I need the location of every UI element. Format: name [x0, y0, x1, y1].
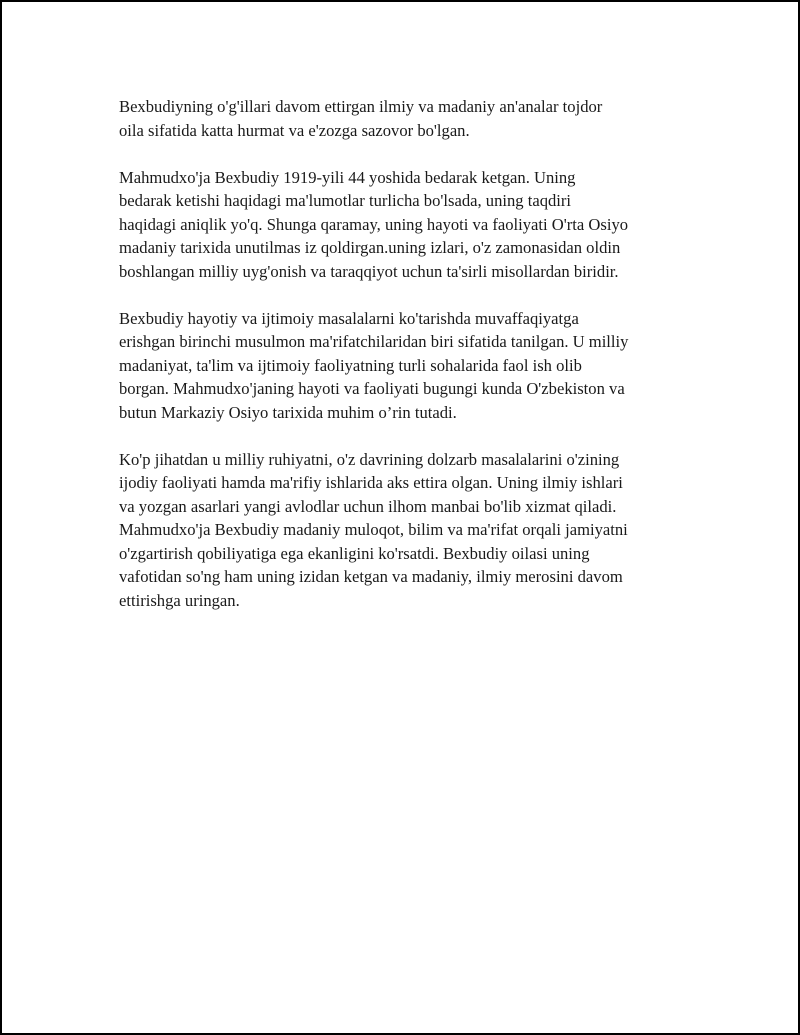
text-line: madaniyat, ta'lim va ijtimoiy faoliyatning turli sohalarida faol ish olib: [119, 355, 582, 375]
text-line: butun Markaziy Osiyo tarixida muhim o’rin tutadi.: [119, 402, 457, 422]
text-line: Ko'p jihatdan u milliy ruhiyatni, o'z davrining dolzarb masalalarini o'zining: [119, 449, 620, 469]
text-line: Mahmudxo'ja Bexbudiy madaniy muloqot, bilim va ma'rifat orqali jamiyatni: [119, 520, 628, 539]
text-line: Bexbudiy hayotiy va ijtimoiy masalalarni ko'tarishda muvaffaqiyatga: [119, 308, 579, 328]
text-line: haqidagi aniqlik yo'q. Shunga qaramay, uning hayoti va faoliyati O'rta Osiyo: [119, 214, 629, 234]
paragraph-3: [119, 307, 699, 425]
text-line: Mahmudxo'ja Bexbudiy 1919-yili 44 yoshida bedarak ketgan. Uning: [119, 167, 576, 187]
paragraph-2: [119, 166, 699, 284]
document-body: [119, 95, 699, 636]
text-line: ijodiy faoliyati hamda ma'rifiy ishlarida aks ettira olgan. Uning ilmiy ishlari: [119, 473, 623, 492]
text-line: borgan. Mahmudxo'janing hayoti va faoliyati bugungi kunda O'zbekiston va: [119, 379, 625, 398]
paragraph-1: [119, 95, 699, 142]
text-line: va yozgan asarlari yangi avlodlar uchun ilhom manbai bo'lib xizmat qiladi.: [119, 496, 617, 516]
text-line: erishgan birinchi musulmon ma'rifatchilaridan biri sifatida tanilgan. U milliy: [119, 332, 629, 351]
text-line: vafotidan so'ng ham uning izidan ketgan va madaniy, ilmiy merosini davom: [119, 567, 623, 586]
text-line: oila sifatida katta hurmat va e'zozga sazovor bo'lgan.: [119, 120, 470, 140]
text-line: madaniy tarixida unutilmas iz qoldirgan.uning izlari, o'z zamonasidan oldin: [119, 238, 621, 257]
text-line: boshlangan milliy uyg'onish va taraqqiyot uchun ta'sirli misollardan biridir.: [119, 261, 619, 281]
text-line: ettirishga uringan.: [119, 590, 240, 610]
text-line: Bexbudiyning o'g'illari davom ettirgan ilmiy va madaniy an'analar tojdor: [119, 97, 603, 116]
text-line: bedarak ketishi haqidagi ma'lumotlar turlicha bo'lsada, uning taqdiri: [119, 191, 572, 210]
text-line: o'zgartirish qobiliyatiga ega ekanligini ko'rsatdi. Bexbudiy oilasi uning: [119, 543, 590, 563]
paragraph-4: [119, 448, 699, 613]
